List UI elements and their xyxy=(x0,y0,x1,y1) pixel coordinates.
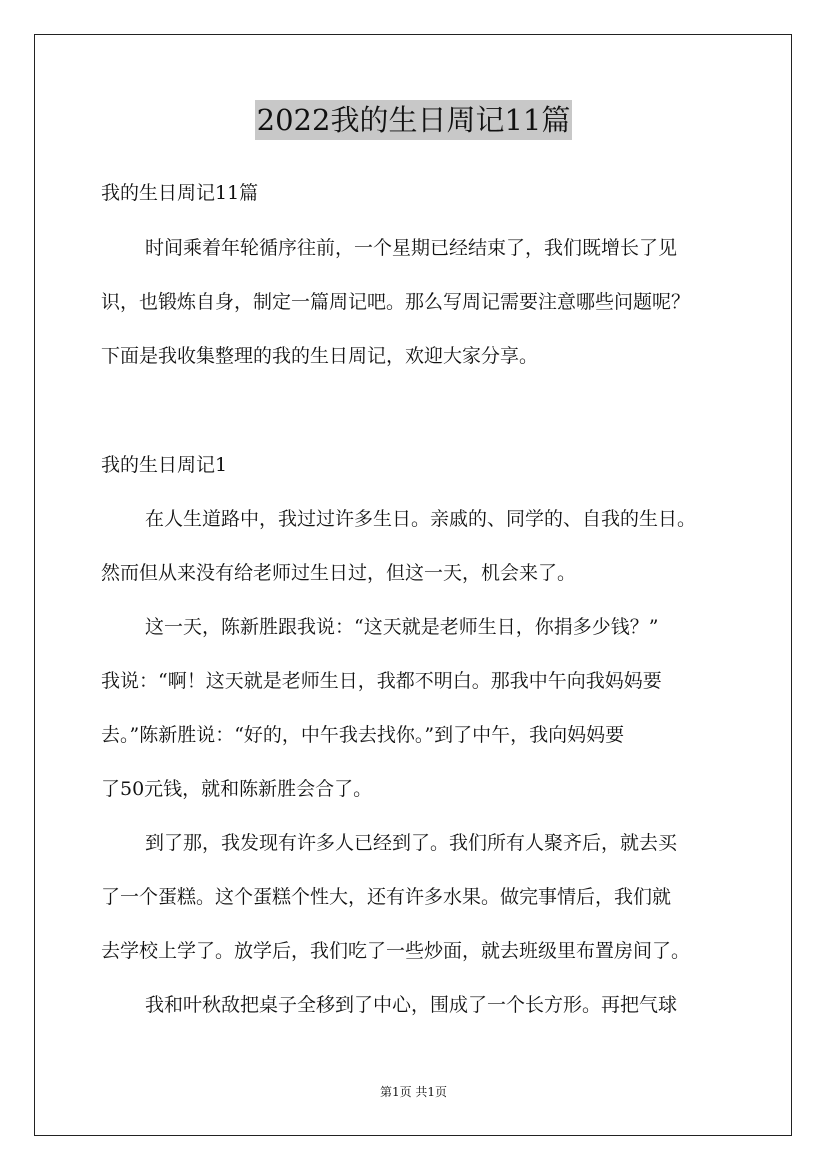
body-line: 到了那，我发现有许多人已经到了。我们所有人聚齐后，就去买 xyxy=(145,832,678,854)
intro-line: 识，也锻炼自身，制定一篇周记吧。那么写周记需要注意哪些问题呢？ xyxy=(101,291,691,313)
body-line: 我说：“啊！这天就是老师生日，我都不明白。那我中午向我妈妈要 xyxy=(101,670,662,692)
title-container xyxy=(0,100,827,140)
subtitle: 我的生日周记11篇 xyxy=(101,182,259,204)
body-line: 我和叶秋敌把桌子全移到了中心，围成了一个长方形。再把气球 xyxy=(145,994,678,1016)
intro-line: 下面是我收集整理的我的生日周记，欢迎大家分享。 xyxy=(101,345,539,367)
body-line: 去学校上学了。放学后，我们吃了一些炒面，就去班级里布置房间了。 xyxy=(101,940,691,962)
body-line: 在人生道路中，我过过许多生日。亲戚的、同学的、自我的生日。 xyxy=(145,508,697,530)
body-line: 这一天，陈新胜跟我说：“这天就是老师生日，你捐多少钱？” xyxy=(145,616,659,638)
body-line: 了50元钱，就和陈新胜会合了。 xyxy=(101,778,373,800)
body-line: 去。”陈新胜说：“好的，中午我去找你。”到了中午，我向妈妈要 xyxy=(101,724,625,746)
intro-line: 时间乘着年轮循序往前，一个星期已经结束了，我们既增长了见 xyxy=(145,237,678,259)
section-heading: 我的生日周记1 xyxy=(101,454,228,476)
body-line: 了一个蛋糕。这个蛋糕个性大，还有许多水果。做完事情后，我们就 xyxy=(101,886,672,908)
document-title: 2022我的生日周记11篇 xyxy=(255,100,573,140)
page-footer: 第1页 共1页 xyxy=(379,1085,448,1099)
body-line: 然而但从来没有给老师过生日过，但这一天，机会来了。 xyxy=(101,562,577,584)
